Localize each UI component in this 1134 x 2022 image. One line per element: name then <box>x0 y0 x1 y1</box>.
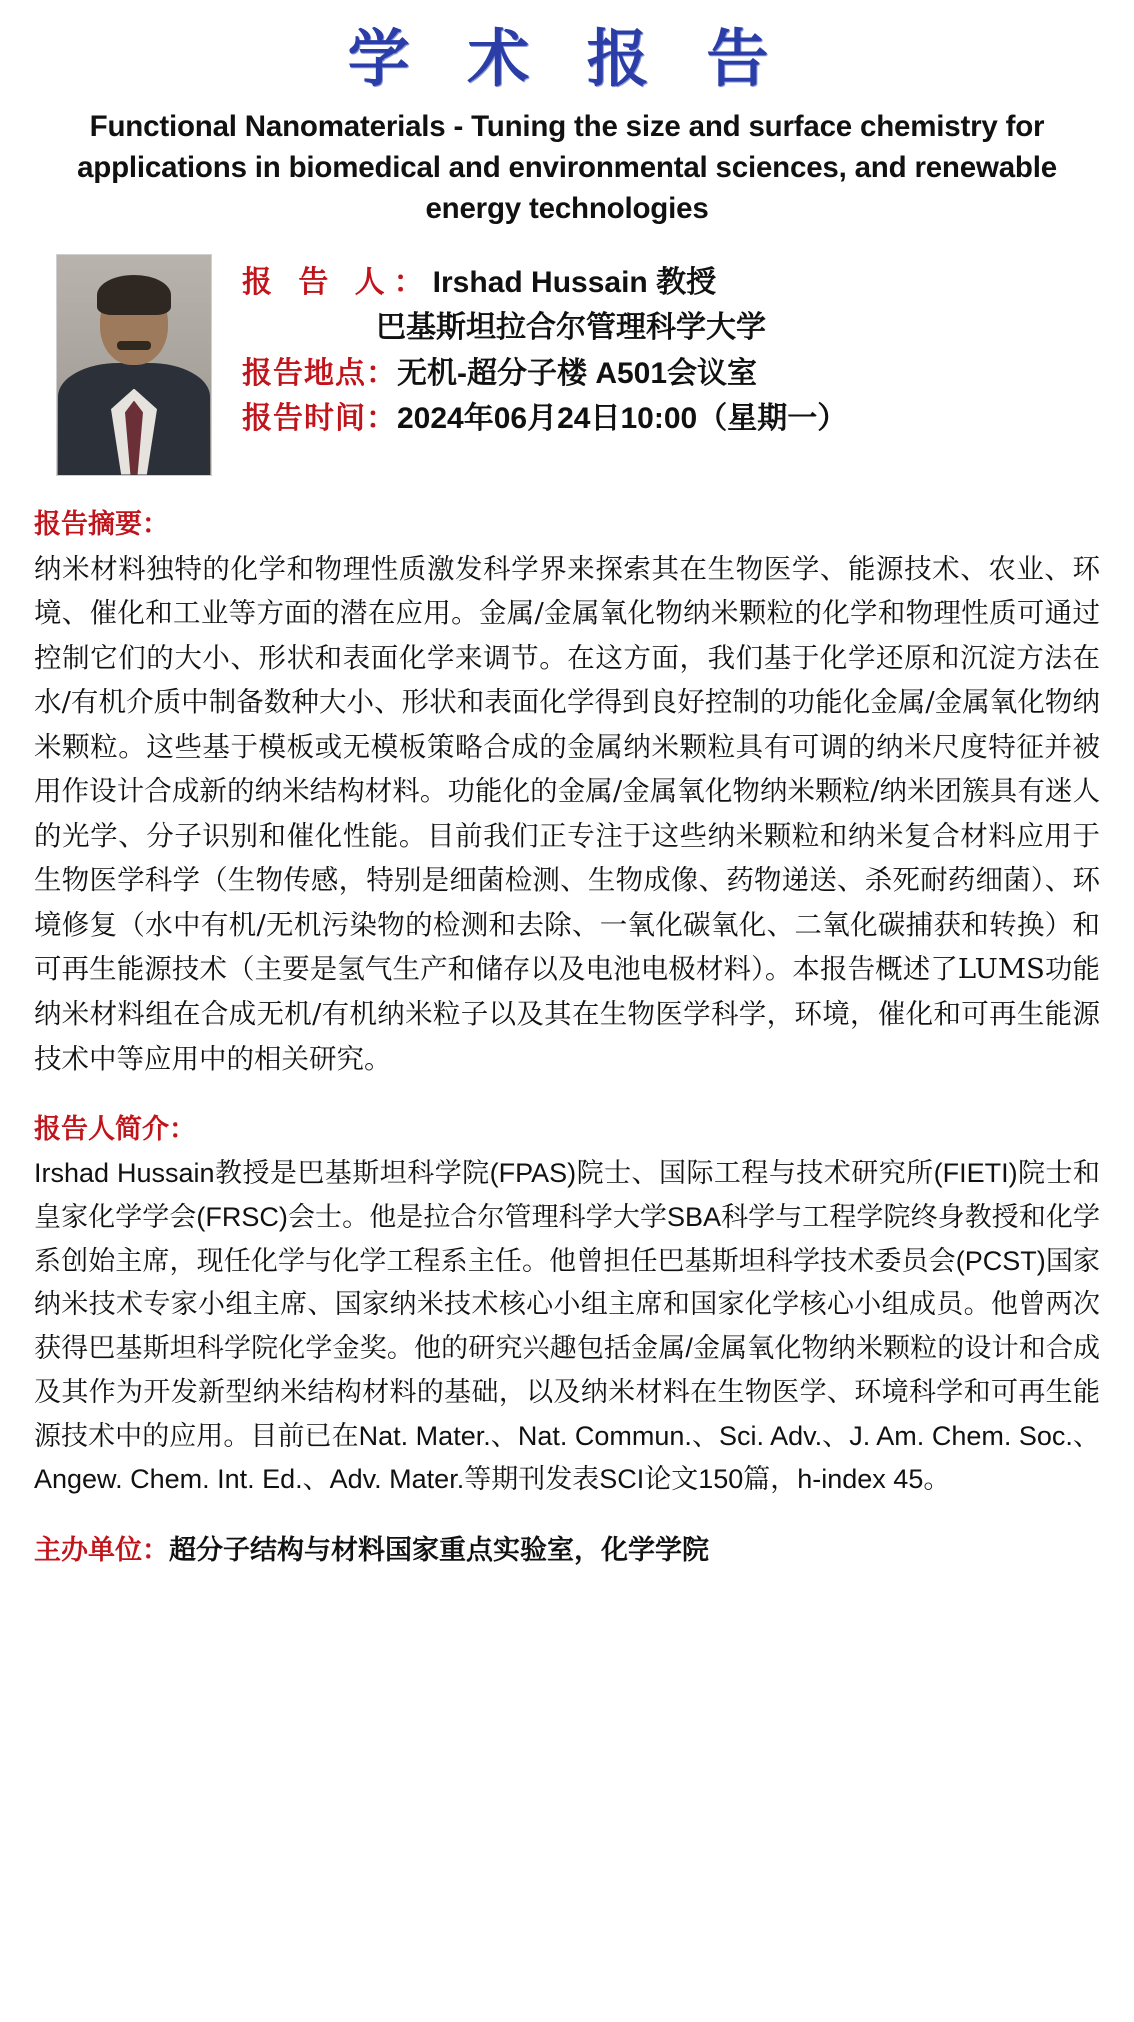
speaker-details <box>242 254 1100 442</box>
host-value: 超分子结构与材料国家重点实验室，化学学院 <box>169 1534 709 1565</box>
host-row <box>34 1528 1100 1567</box>
speaker-name-row <box>242 260 1100 306</box>
speaker-name: Irshad Hussain 教授 <box>432 265 717 299</box>
portrait-hair <box>97 275 171 315</box>
bio-heading: 报告人简介： <box>34 1114 196 1145</box>
venue-row <box>242 351 1100 397</box>
venue-value: 无机-超分子楼 A501会议室 <box>397 356 758 390</box>
page-title: 学 术 报 告 <box>347 22 787 95</box>
speaker-affiliation-row <box>242 305 1100 351</box>
bio-text: Irshad Hussain教授是巴基斯坦科学院(FPAS)院士、国际工程与技术研究所(FIETI)院士和皇家化学学会(FRSC)会士。他是拉合尔管理科学大学SBA科学与工程学院终身教授和化学系创始主席，现任化学与化学工程系主任。他曾担任巴基斯坦科学技术委员会(PCST)国家纳米技术专家小组主席、国家纳米技术核心小组主席和国家化学核心小组成员。他曾两次获得巴基斯坦科学院化学金奖。他的研究兴趣包括金属/金属氧化物纳米颗粒的设计和合成及其作为开发新型纳米结构材料的基础，以及纳米材料在生物医学、环境科学和可再生能源技术中的应用。目前已在Nat. Mater.、Nat. Commun.、Sci. Adv.、J. Am. Chem. Soc.、Angew. Chem. Int. Ed.、Adv. Mater.等期刊发表SCI论文150篇，h-index 45。 <box>34 1158 1100 1495</box>
abstract-text: 纳米材料独特的化学和物理性质激发科学界来探索其在生物医学、能源技术、农业、环境、催化和工业等方面的潜在应用。金属/金属氧化物纳米颗粒的化学和物理性质可通过控制它们的大小、形状和表面化学来调节。在这方面，我们基于化学还原和沉淀方法在水/有机介质中制备数种大小、形状和表面化学得到良好控制的功能化金属/金属氧化物纳米颗粒。这些基于模板或无模板策略合成的金属纳米颗粒具有可调的纳米尺度特征并被用作设计合成新的纳米结构材料。功能化的金属/金属氧化物纳米颗粒/纳米团簇具有迷人的光学、分子识别和催化性能。目前我们正专注于这些纳米颗粒和纳米复合材料应用于生物医学科学（生物传感，特别是细菌检测、生物成像、药物递送、杀死耐药细菌）、环境修复（水中有机/无机污染物的检测和去除、一氧化碳氧化、二氧化碳捕获和转换）和可再生能源技术（主要是氢气生产和储存以及电池电极材料）。本报告概述了LUMS功能纳米材料组在合成无机/有机纳米粒子以及其在生物医学科学，环境，催化和可再生能源技术中等应用中的相关研究。 <box>34 552 1100 1075</box>
portrait-mustache <box>117 341 151 350</box>
time-label: 报告时间： <box>242 402 397 436</box>
speaker-portrait <box>56 254 212 476</box>
abstract-heading: 报告摘要： <box>34 508 169 539</box>
lecture-subtitle: Functional Nanomaterials - Tuning the size and surface chemistry for applications in biomedical and environmental sciences, and renewable energy technologies <box>77 110 1057 225</box>
speaker-affiliation: 巴基斯坦拉合尔管理科学大学 <box>376 311 766 345</box>
time-row <box>242 396 1100 442</box>
speaker-label: 报 告 人： <box>242 265 433 299</box>
host-label: 主办单位： <box>34 1534 169 1565</box>
time-value: 2024年06月24日10:00（星期一） <box>397 402 848 436</box>
speaker-block <box>34 254 1100 476</box>
venue-label: 报告地点： <box>242 356 397 390</box>
